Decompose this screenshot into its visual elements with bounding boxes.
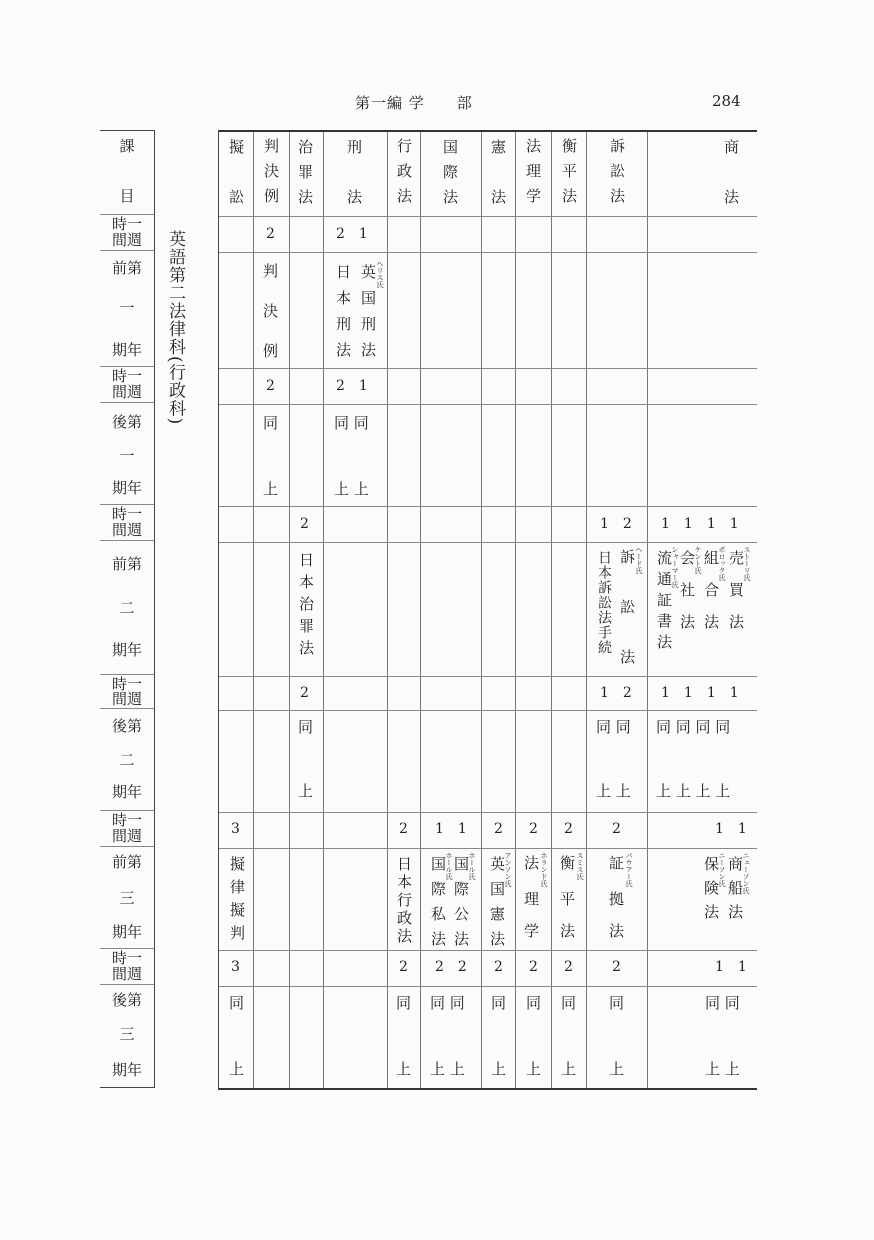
author-ruby: ケント氏: [694, 546, 702, 574]
page-number: 284: [712, 92, 741, 110]
term-label-b: 一: [119, 299, 135, 317]
term-label: [100, 709, 154, 811]
hours-label-bottom: 間週: [111, 827, 142, 845]
author-ruby: アンソン氏: [504, 852, 512, 887]
cell-text: 上: [491, 1060, 507, 1078]
term-label-b: 三: [119, 889, 135, 907]
term-label-c: 期年: [111, 923, 142, 941]
hours-cell: 1 1 1 1: [661, 685, 739, 701]
subject-label-bottom: 目: [119, 187, 135, 205]
cell-text: 学: [524, 922, 540, 940]
cell-text: 理: [524, 890, 540, 908]
hours-label-top: 時一: [111, 215, 142, 233]
author-ruby: スミス氏: [576, 852, 584, 880]
header-criminal-top: 刑: [347, 138, 363, 156]
hours-cell: 2 1: [336, 226, 368, 242]
author-ruby: パウアー氏: [625, 852, 633, 887]
cell-text: 組合法: [702, 550, 720, 646]
cell-text: 上 上 上 上: [656, 782, 731, 800]
cell-text: 決: [263, 302, 279, 320]
header-commercial-top: 商: [724, 138, 740, 156]
term-label: [100, 403, 154, 505]
cell-text: 上: [561, 1060, 577, 1078]
cell-text: 同: [561, 994, 577, 1012]
cell-text: 衡: [560, 854, 576, 872]
author-ruby: ポロック氏: [718, 546, 726, 581]
hours-cell: 2 2: [435, 959, 467, 975]
cell-text: 売買法: [727, 550, 745, 646]
cell-text: 保険法: [702, 856, 720, 928]
hours-cell: 2: [300, 516, 309, 532]
course-title: 英語第二法律科(行政科): [165, 230, 185, 426]
hours-cell: 1 1 1 1: [661, 516, 739, 532]
cell-text: 日本訴訟法手続: [596, 550, 612, 655]
author-ruby: シャーマー氏: [671, 546, 679, 588]
cell-text: 例: [263, 342, 279, 360]
cell-text: 法: [609, 922, 625, 940]
author-ruby: ホール氏: [468, 852, 476, 880]
cell-text: 上: [396, 1060, 412, 1078]
term-label: [100, 847, 154, 949]
term-label-b: 一: [119, 447, 135, 465]
header-equity: 衡平法: [560, 138, 578, 213]
header-commercial-bottom: 法: [724, 188, 740, 206]
cell-text: 日本行政法: [395, 856, 413, 946]
hours-cell: 2: [612, 959, 621, 975]
cell-text: 上 上: [705, 1060, 740, 1078]
cell-text: 証: [609, 854, 625, 872]
cell-text: 上 上: [596, 782, 631, 800]
cell-text: 同 同: [705, 994, 740, 1012]
hours-cell: 2: [399, 959, 408, 975]
header-intl-3: 法: [443, 188, 459, 206]
cell-text: 会社法: [678, 550, 696, 646]
hours-cell: 2: [266, 226, 275, 242]
term-label-c: 期年: [111, 641, 142, 659]
term-label-a: 前第: [111, 853, 142, 871]
term-label-a: 前第: [111, 555, 142, 573]
header-crime-2: 罪: [298, 163, 314, 181]
hours-label-bottom: 間週: [111, 383, 142, 401]
author-ruby: ストーリ氏: [743, 546, 751, 581]
cell-text: 商船法: [726, 856, 744, 928]
term-label: [100, 541, 154, 675]
hours-label: [100, 811, 154, 847]
term-label-a: 後第: [111, 413, 142, 431]
term-label-b: 二: [119, 599, 135, 617]
cell-text: 法: [620, 648, 636, 666]
hours-label-top: 時一: [111, 505, 142, 523]
hours-cell: 3: [231, 821, 240, 837]
cell-text: 英国憲法: [488, 856, 506, 956]
cell-text: 上 上: [430, 1060, 465, 1078]
author-ruby: ヘリス氏: [376, 260, 384, 288]
header-moot-top: 擬: [229, 138, 245, 156]
curriculum-table: [218, 130, 757, 1090]
term-label-b: 三: [119, 1025, 135, 1043]
author-ruby: ニーソン氏: [718, 852, 726, 887]
term-label-a: 後第: [111, 717, 142, 735]
cell-text: 流通証書法: [655, 550, 673, 655]
cell-text: 上: [609, 1060, 625, 1078]
hours-cell: 1 2: [600, 516, 632, 532]
cell-text: 国際私法: [429, 856, 447, 956]
hours-cell: 3: [231, 959, 240, 975]
term-label-b: 二: [119, 751, 135, 769]
header-const-top: 憲: [491, 138, 507, 156]
author-ruby: ヘード氏: [635, 546, 643, 574]
hours-label-top: 時一: [111, 949, 142, 967]
header-const-bottom: 法: [491, 188, 507, 206]
header-admin: 行政法: [395, 138, 413, 213]
term-label-a: 前第: [111, 259, 142, 277]
hours-cell: 2 1: [336, 378, 368, 394]
author-ruby: ホール氏: [445, 852, 453, 880]
cell-text: 上: [229, 1060, 245, 1078]
hours-cell: 2: [564, 821, 573, 837]
hours-label-top: 時一: [111, 367, 142, 385]
hours-cell: 2: [494, 959, 503, 975]
hours-label: [100, 675, 154, 709]
hours-cell: 2: [266, 378, 275, 394]
header-crime-1: 治: [298, 138, 314, 156]
term-label-c: 期年: [111, 783, 142, 801]
cell-text: 判: [263, 262, 279, 280]
cell-text: 法: [524, 854, 540, 872]
cell-text: 日本刑法: [334, 264, 352, 368]
hours-label-bottom: 間週: [111, 231, 142, 249]
hours-label-bottom: 間週: [111, 690, 142, 708]
hours-cell: 2: [529, 821, 538, 837]
hours-label: [100, 367, 154, 403]
cell-text: 同: [491, 994, 507, 1012]
cell-text: 同 同 同 同: [656, 718, 731, 736]
cell-text: 同: [229, 994, 245, 1012]
cell-text: 擬律擬判: [228, 856, 246, 948]
hours-label: [100, 215, 154, 251]
term-label-a: 後第: [111, 991, 142, 1009]
cell-text: 平: [560, 890, 576, 908]
cell-text: 日本治罪法: [297, 552, 315, 662]
cell-text: 同: [298, 718, 314, 736]
hours-cell: 1 2: [600, 685, 632, 701]
term-label-c: 期年: [111, 479, 142, 497]
cell-text: 同 同: [430, 994, 465, 1012]
term-label-c: 期年: [111, 341, 142, 359]
hours-cell: 2: [612, 821, 621, 837]
cell-text: 上 上: [334, 480, 369, 498]
hours-label-bottom: 間週: [111, 521, 142, 539]
header-cases: 判決例: [262, 138, 280, 213]
term-label: [100, 985, 154, 1087]
cell-text: 同: [396, 994, 412, 1012]
subject-label-cell: [100, 131, 154, 215]
author-ruby: ニューソン氏: [742, 852, 750, 894]
header-intl-1: 国: [443, 138, 459, 156]
header-procedure: 訴訟法: [608, 138, 626, 213]
hours-cell: 1 1: [715, 959, 747, 975]
cell-text: 同 同: [334, 414, 369, 432]
header-jurisprudence: 法理学: [524, 138, 542, 213]
cell-text: 国際公法: [452, 856, 470, 956]
hours-cell: 2: [494, 821, 503, 837]
cell-text: 上: [298, 782, 314, 800]
cell-text: 拠: [609, 890, 625, 908]
header-crime-3: 法: [298, 188, 314, 206]
cell-text: 同: [526, 994, 542, 1012]
cell-text: 上: [526, 1060, 542, 1078]
subject-label-top: 課: [119, 137, 135, 155]
hours-label: [100, 505, 154, 541]
cell-text: 訴: [620, 548, 636, 566]
cell-text: 同: [263, 414, 279, 432]
header-criminal-bottom: 法: [347, 188, 363, 206]
hours-label-top: 時一: [111, 675, 142, 693]
hours-cell: 2: [300, 685, 309, 701]
header-moot-bottom: 訟: [229, 188, 245, 206]
cell-text: 訟: [620, 598, 636, 616]
row-label-column: [100, 130, 155, 1088]
author-ruby: ホランド氏: [540, 852, 548, 887]
hours-cell: 1 1: [715, 821, 747, 837]
cell-text: 法: [560, 922, 576, 940]
cell-text: 同 同: [596, 718, 631, 736]
hours-label-top: 時一: [111, 811, 142, 829]
hours-label-bottom: 間週: [111, 965, 142, 983]
running-head: 第一編 学 部: [355, 94, 473, 112]
term-label: [100, 251, 154, 367]
hours-cell: 2: [529, 959, 538, 975]
cell-text: 上: [263, 480, 279, 498]
header-intl-2: 際: [443, 163, 459, 181]
term-label-c: 期年: [111, 1061, 142, 1079]
hours-cell: 1 1: [435, 821, 467, 837]
hours-cell: 2: [564, 959, 573, 975]
hours-cell: 2: [399, 821, 408, 837]
hours-label: [100, 949, 154, 985]
cell-text: 同: [609, 994, 625, 1012]
cell-text: 英国刑法: [359, 264, 377, 368]
